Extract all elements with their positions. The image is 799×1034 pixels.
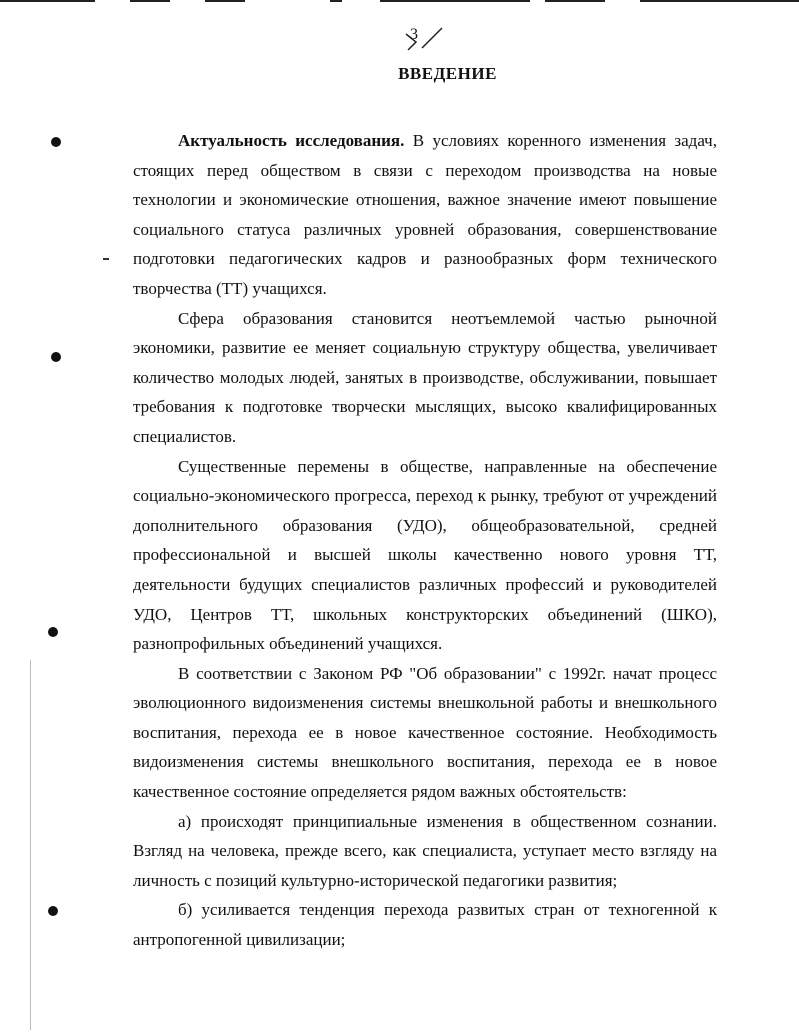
binder-hole-mark [48,627,58,637]
paragraph: Актуальность исследования. В условиях коренного изменения задач, стоящих перед обществом в связи с переходом производства на новые технологии и экономические отношения, важное значение имеют повышение социального статуса различных уровней образования, совершенствование подготовки педагогических кадров и разнообразных форм технического творчества (ТТ) учащихся. [133,131,717,298]
body-text [133,126,717,955]
binder-hole-mark [51,352,61,362]
paragraph: В соответствии с Законом РФ "Об образовании" с 1992г. начат процесс эволюционного видоизменения системы внешкольной работы и внешкольного воспитания, перехода ее в новое качественное состояние. Необходимость видоизменения системы внешкольного воспитания, перехода ее в новое качественное состояние определяется рядом важных обстоятельств: [133,663,717,802]
scan-edge-marks [0,0,799,3]
page-number: 3 [410,26,418,43]
scan-edge-line [30,660,31,1030]
paragraph: б) усиливается тенденция перехода развитых стран от техногенной к антропогенной цивилизации; [133,900,717,950]
binder-hole-mark [48,906,58,916]
paragraph: Существенные перемены в обществе, направленные на обеспечение социально-экономического прогресса, переход к рынку, требуют от учреждений дополнительного образования (УДО), общеобразовательной, средней профессиональной и высшей школы качественно нового уровня ТТ, деятельности будущих специалистов различных профессий и руководителей УДО, Центров ТТ, школьных конструкторских объединений (ШКО), разнопрофильных объединений учащихся. [133,456,717,654]
margin-mark [103,258,109,260]
lead-phrase: Актуальность исследования. [178,131,405,150]
page-title: ВВЕДЕНИЕ [398,64,497,83]
paragraph: Сфера образования становится неотъемлемой частью рыночной экономики, развитие ее меняет социальную структуру общества, увеличивает количество молодых людей, занятых в производстве, обслуживании, повышает требования к подготовке творчески мыслящих, высоко квалифицированных специалистов. [133,308,717,446]
binder-hole-mark [51,137,61,147]
paragraph: а) происходят принципиальные изменения в общественном сознании. Взгляд на человека, прежде всего, как специалиста, уступает место взгляду на личность с позиций культурно-исторической педагогики развития; [133,811,717,890]
